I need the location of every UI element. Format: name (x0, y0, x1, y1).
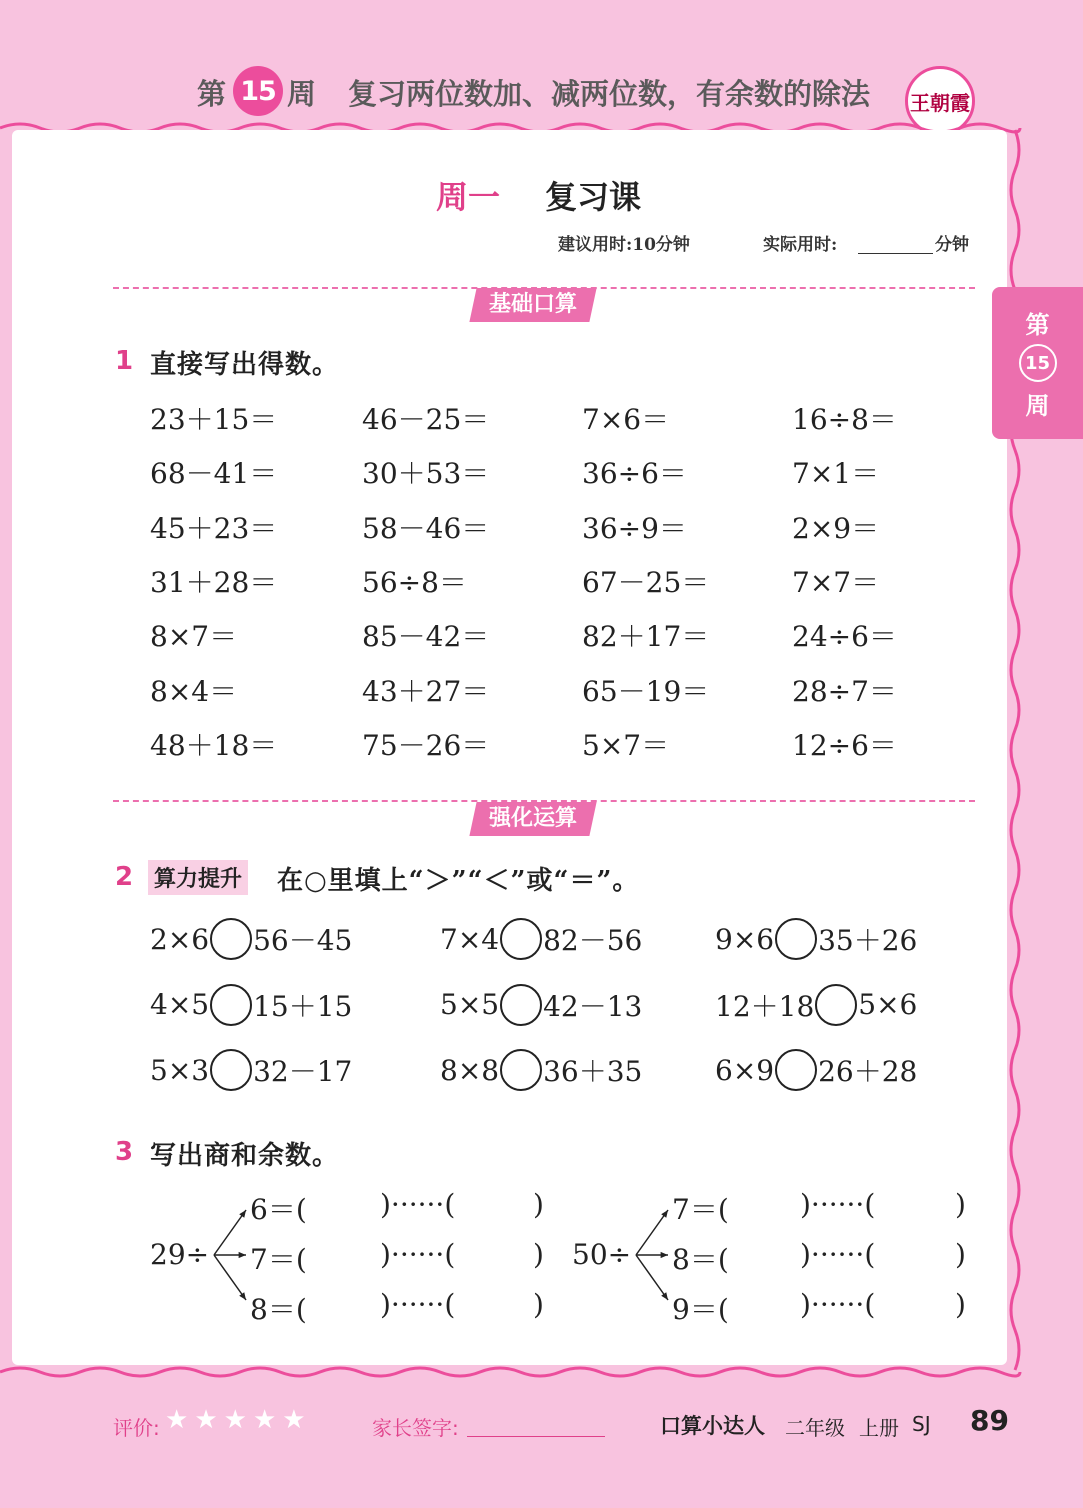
dividend: 29÷ (150, 1238, 210, 1271)
arithmetic-problem: 7×7＝ (792, 565, 880, 599)
arithmetic-problem: 75－26＝ (362, 728, 490, 762)
answer-circle[interactable] (775, 918, 817, 960)
publisher-logo: 王朝霞 (905, 66, 975, 136)
suggested-time: 建议用时:10分钟 (558, 235, 690, 255)
week-prefix: 第 (197, 77, 227, 111)
closing-paren: ) (533, 1188, 544, 1221)
divisor-equation: 7＝( (672, 1193, 729, 1226)
branch-arrows-icon (212, 1200, 252, 1310)
comparison-problem (440, 918, 642, 960)
divisor-equation: 7＝( (250, 1243, 307, 1276)
side-week-tab (992, 287, 1083, 439)
side-tab-bottom: 周 (1025, 392, 1050, 420)
star-icon[interactable]: ★ (252, 1405, 277, 1435)
rating-label: 评价: (113, 1416, 160, 1440)
right-expression: 26＋28 (818, 1055, 918, 1088)
answer-circle[interactable] (210, 918, 252, 960)
section-label-reinforce: 强化运算 (469, 802, 596, 836)
branch-arrows-icon (634, 1200, 674, 1310)
divisor-equation: 8＝( (250, 1293, 307, 1326)
arithmetic-problem: 8×4＝ (150, 674, 238, 708)
right-expression: 15＋15 (253, 989, 353, 1023)
side-tab-number: 15 (1019, 344, 1057, 382)
answer-circle[interactable] (815, 984, 857, 1026)
arithmetic-problem: 31＋28＝ (150, 565, 278, 599)
left-expression: 9×6 (715, 922, 775, 956)
question-2-instruction: 在○里填上“＞”“＜”或“＝”。 (277, 866, 640, 896)
arithmetic-problem: 7×6＝ (582, 403, 670, 436)
left-expression: 7×4 (440, 922, 500, 956)
answer-circle[interactable] (500, 918, 542, 960)
arithmetic-problem: 85－42＝ (362, 620, 490, 654)
parent-sign-blank[interactable] (467, 1436, 605, 1437)
arithmetic-problem: 12÷6＝ (792, 728, 897, 762)
left-expression: 2×6 (150, 922, 210, 956)
right-expression: 32－17 (253, 1055, 353, 1088)
question-number-1: 1 (115, 346, 134, 376)
comparison-problem (440, 984, 642, 1026)
question-number-3: 3 (115, 1137, 134, 1167)
right-expression: 35＋26 (818, 924, 918, 957)
arithmetic-problem: 30＋53＝ (362, 457, 490, 491)
arithmetic-problem: 5×7＝ (582, 728, 670, 762)
grade-label: 二年级 (785, 1416, 845, 1440)
left-expression: 5×3 (150, 1053, 210, 1087)
rating-stars[interactable] (165, 1405, 312, 1435)
arithmetic-problem: 65－19＝ (582, 674, 710, 708)
comparison-problem (715, 918, 917, 960)
answer-circle[interactable] (500, 984, 542, 1026)
left-expression: 12＋18 (715, 989, 815, 1023)
divisor-equation: 9＝( (672, 1293, 729, 1326)
skill-tag: 算力提升 (148, 860, 248, 895)
comparison-problem (715, 984, 917, 1026)
closing-paren: ) (533, 1288, 544, 1321)
arithmetic-problem: 36÷6＝ (582, 457, 687, 491)
arithmetic-problem: 28÷7＝ (792, 674, 897, 708)
closing-paren: ) (955, 1188, 966, 1221)
arithmetic-problem: 16÷8＝ (792, 403, 897, 436)
star-icon[interactable]: ★ (165, 1405, 189, 1435)
edition-label: SJ (912, 1412, 931, 1436)
side-tab-top: 第 (1025, 311, 1050, 339)
quotient-remainder-separator: )······( (380, 1238, 456, 1271)
quotient-remainder-separator: )······( (380, 1288, 456, 1321)
arithmetic-problem: 23＋15＝ (150, 403, 278, 436)
lesson-name: 复习课 (545, 178, 642, 216)
comparison-problem (150, 984, 352, 1026)
star-icon[interactable]: ★ (282, 1405, 306, 1435)
question-number-2: 2 (115, 862, 134, 892)
actual-time-label: 实际用时: (763, 235, 838, 255)
quotient-remainder-separator: )······( (800, 1238, 876, 1271)
divisor-equation: 8＝( (672, 1243, 729, 1276)
arithmetic-problem: 43＋27＝ (362, 674, 490, 708)
right-expression: 36＋35 (543, 1055, 643, 1088)
arithmetic-problem: 67－25＝ (582, 565, 710, 599)
actual-time-blank[interactable] (858, 253, 933, 254)
arithmetic-problem: 56÷8＝ (362, 565, 467, 599)
right-expression: 56－45 (253, 924, 353, 957)
quotient-remainder-separator: )······( (800, 1188, 876, 1221)
comparison-problem (440, 1049, 642, 1091)
answer-circle[interactable] (210, 984, 252, 1026)
quotient-remainder-separator: )······( (800, 1288, 876, 1321)
arithmetic-problem: 82＋17＝ (582, 620, 710, 654)
actual-time-unit: 分钟 (935, 235, 969, 255)
header-title: 复习两位数加、减两位数，有余数的除法 (348, 77, 871, 111)
arithmetic-problem: 46－25＝ (362, 403, 490, 436)
dividend: 50÷ (572, 1238, 632, 1271)
question-1-instruction: 直接写出得数。 (150, 350, 340, 380)
right-expression: 5×6 (858, 988, 918, 1021)
right-expression: 42－13 (543, 989, 643, 1023)
arithmetic-problem: 2×9＝ (792, 511, 880, 545)
comparison-problem (150, 1049, 352, 1091)
arithmetic-problem: 45＋23＝ (150, 511, 278, 545)
comparison-problem (150, 918, 352, 960)
lesson-day: 周一 (436, 178, 501, 216)
closing-paren: ) (955, 1238, 966, 1271)
star-icon[interactable]: ★ (194, 1405, 218, 1435)
star-icon[interactable]: ★ (223, 1405, 247, 1435)
arithmetic-problem: 24÷6＝ (792, 620, 897, 654)
arithmetic-problem: 68－41＝ (150, 457, 278, 491)
divisor-equation: 6＝( (250, 1193, 307, 1226)
arithmetic-problem: 7×1＝ (792, 457, 880, 491)
section-label-basic: 基础口算 (469, 288, 596, 322)
left-expression: 8×8 (440, 1053, 500, 1087)
volume-label: 上册 (859, 1416, 899, 1440)
quotient-remainder-separator: )······( (380, 1188, 456, 1221)
arithmetic-problem: 8×7＝ (150, 620, 238, 654)
parent-sign-label: 家长签字: (372, 1416, 459, 1440)
comparison-problem (715, 1049, 917, 1091)
answer-circle[interactable] (210, 1049, 252, 1091)
arithmetic-problem: 36÷9＝ (582, 511, 687, 545)
week-number-badge: 15 (233, 66, 283, 116)
left-expression: 6×9 (715, 1053, 775, 1087)
right-expression: 82－56 (543, 924, 643, 957)
left-expression: 4×5 (150, 988, 210, 1021)
book-title: 口算小达人 (660, 1414, 765, 1438)
left-expression: 5×5 (440, 988, 500, 1021)
arithmetic-problem: 48＋18＝ (150, 728, 278, 762)
closing-paren: ) (955, 1288, 966, 1321)
week-suffix: 周 (287, 77, 317, 111)
question-3-instruction: 写出商和余数。 (150, 1141, 340, 1171)
answer-circle[interactable] (775, 1049, 817, 1091)
page-number: 89 (970, 1404, 1009, 1437)
answer-circle[interactable] (500, 1049, 542, 1091)
closing-paren: ) (533, 1238, 544, 1271)
arithmetic-problem: 58－46＝ (362, 511, 490, 545)
